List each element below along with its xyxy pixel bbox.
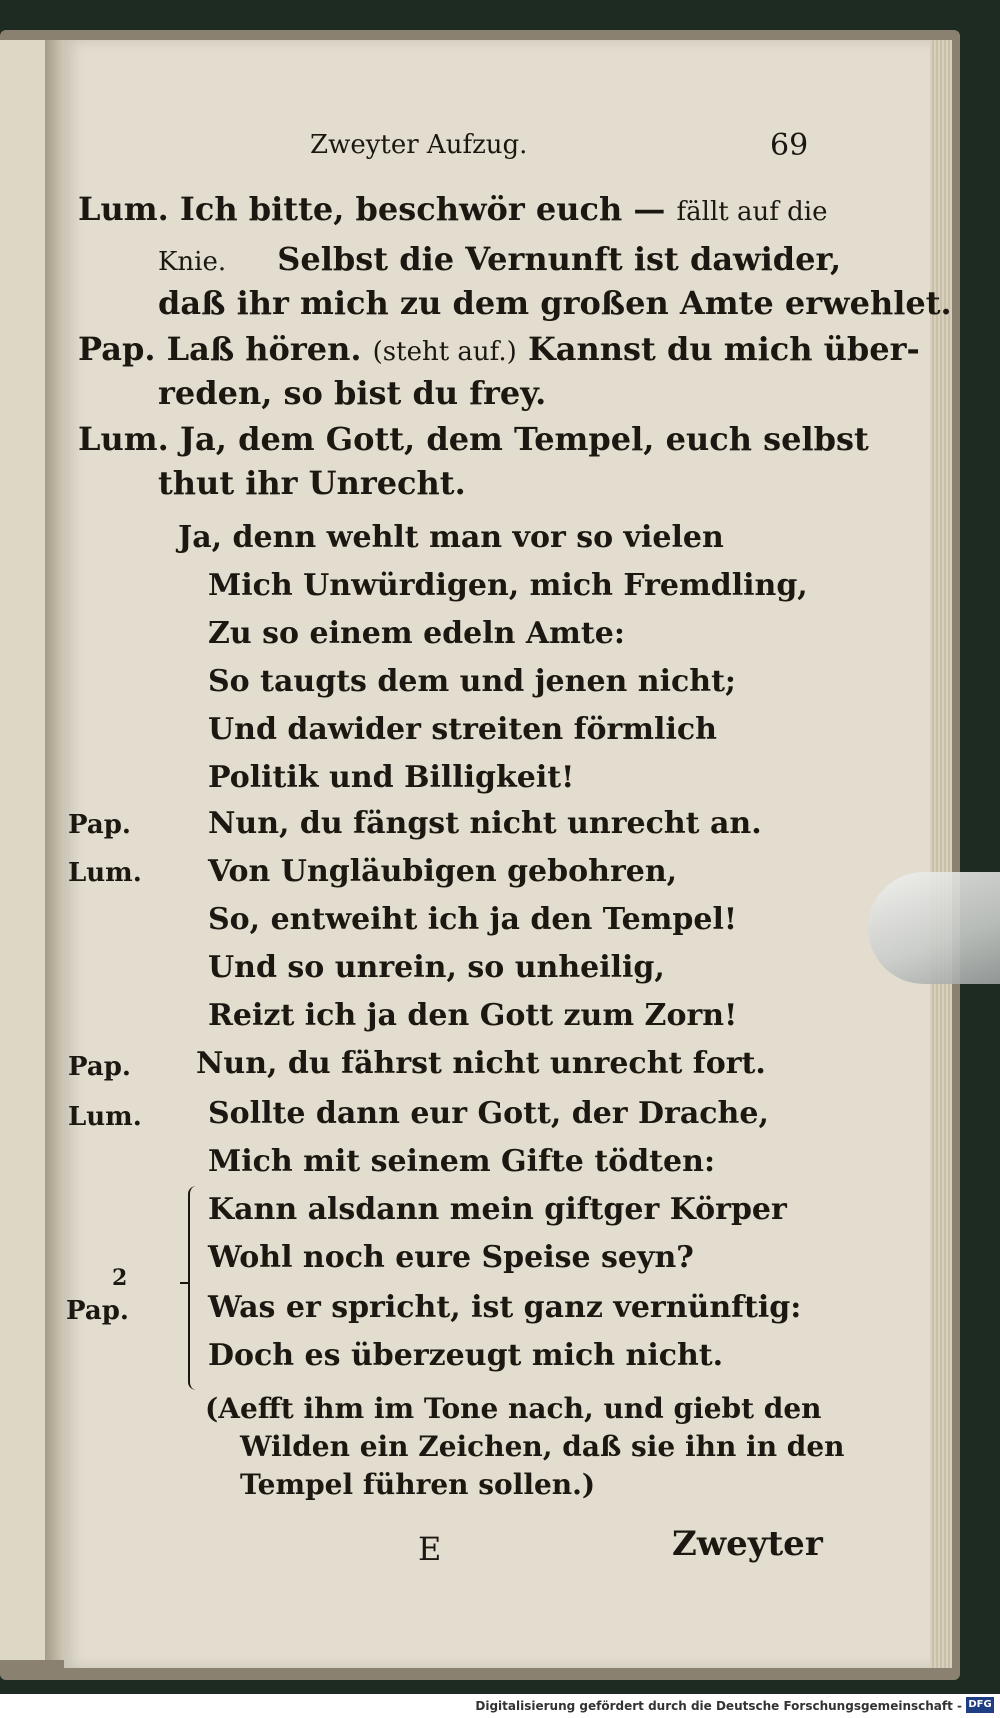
prose-line (78, 190, 828, 228)
line-text: thut ihr Unrecht. (158, 464, 466, 502)
verse-line: Von Ungläubigen gebohren, (208, 854, 678, 889)
verse-line: Mich Unwürdigen, mich Fremdling, (208, 568, 808, 603)
prose-line (158, 240, 841, 278)
speaker-label: Lum. (78, 420, 169, 458)
verse-line: So taugts dem und jenen nicht; (208, 664, 737, 699)
page-number: 69 (770, 128, 809, 163)
dfg-logo: DFG (966, 1697, 994, 1713)
stage-direction: (Aefft ihm im Tone nach, und giebt den (205, 1392, 822, 1425)
line-text: reden, so bist du frey. (158, 374, 547, 412)
page-clip (868, 872, 1000, 984)
prose-line (158, 464, 466, 502)
stage-direction-inline: (steht auf.) (372, 337, 517, 367)
speaker-label: Pap. (78, 330, 156, 368)
verse-line: Und dawider streiten förmlich (208, 712, 717, 747)
verse-line: Ja, denn wehlt man vor so vielen (178, 520, 724, 555)
line-text: Selbst die Vernunft ist dawider, (277, 240, 842, 278)
prose-line (158, 284, 952, 322)
verse-line: Mich mit seinem Gifte tödten: (208, 1144, 716, 1179)
verse-brace (188, 1186, 204, 1390)
speaker-label: Pap. (68, 1052, 131, 1082)
line-text: Laß hören. (166, 330, 362, 368)
verse-line: Politik und Billigkeit! (208, 760, 575, 795)
verse-line: Nun, du fängst nicht unrecht an. (208, 806, 762, 841)
verse-brace-tip (180, 1282, 190, 1284)
verse-line: Wohl noch eure Speise seyn? (208, 1240, 694, 1275)
speaker-label: Pap. (66, 1296, 129, 1326)
left-page-edge (0, 40, 47, 1660)
speaker-label: Lum. (68, 858, 142, 888)
line-text: Kannst du mich über- (527, 330, 920, 368)
prose-line (78, 420, 869, 458)
line-text: Ich bitte, beschwör euch — (179, 190, 666, 228)
verse-line: Nun, du fährst nicht unrecht fort. (196, 1046, 766, 1081)
running-title: Zweyter Aufzug. (310, 130, 528, 160)
margin-number: 2 (112, 1265, 128, 1291)
verse-line: Reizt ich ja den Gott zum Zorn! (208, 998, 738, 1033)
line-text: daß ihr mich zu dem großen Amte erwehlet. (158, 284, 952, 322)
stage-direction-inline: fällt auf die (676, 197, 828, 227)
verse-line: Kann alsdann mein giftger Körper (208, 1192, 787, 1227)
speaker-label: Lum. (68, 1102, 142, 1132)
signature-mark: E (418, 1530, 442, 1568)
verse-line: So, entweiht ich ja den Tempel! (208, 902, 738, 937)
footer-credit: Digitalisierung gefördert durch die Deutsche Forschungsgemeinschaft - (475, 1699, 962, 1713)
prose-line (78, 330, 920, 368)
catchword: Zweyter (672, 1524, 823, 1564)
line-text: Ja, dem Gott, dem Tempel, euch selbst (179, 420, 869, 458)
verse-line: Doch es überzeugt mich nicht. (208, 1338, 724, 1373)
verse-line: Zu so einem edeln Amte: (208, 616, 625, 651)
verse-line: Und so unrein, so unheilig, (208, 950, 665, 985)
stage-direction: Wilden ein Zeichen, daß sie ihn in den (240, 1430, 845, 1463)
stage-direction: Tempel führen sollen.) (240, 1468, 596, 1501)
prose-line (158, 374, 546, 412)
line-text: Knie. (158, 247, 227, 277)
speaker-label: Pap. (68, 810, 131, 840)
verse-line: Sollte dann eur Gott, der Drache, (208, 1096, 769, 1131)
speaker-label: Lum. (78, 190, 169, 228)
verse-line: Was er spricht, ist ganz vernünftig: (208, 1290, 802, 1325)
